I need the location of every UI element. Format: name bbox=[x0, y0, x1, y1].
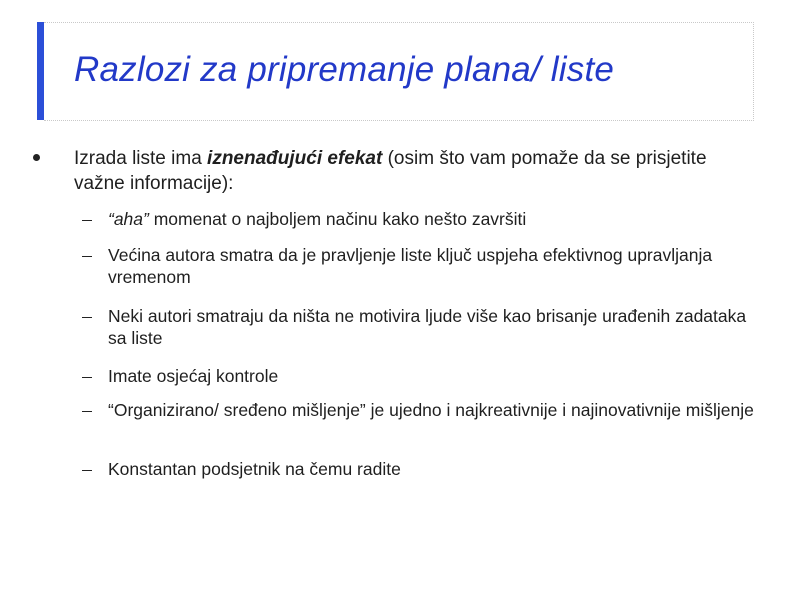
dash-icon bbox=[82, 317, 92, 318]
dash-icon bbox=[82, 256, 92, 257]
sub-point-text: momenat o najboljem načinu kako nešto završiti bbox=[148, 209, 527, 229]
main-point-before: Izrada liste ima bbox=[74, 148, 208, 169]
dash-icon bbox=[82, 470, 92, 471]
dash-icon bbox=[82, 220, 92, 221]
sub-point: Većina autora smatra da je pravljenje liste ključ uspjeha efektivnog upravljanja vremenom bbox=[108, 245, 713, 287]
dash-icon bbox=[82, 377, 92, 378]
main-point bbox=[74, 146, 754, 196]
bullet-dot-icon bbox=[33, 154, 40, 161]
sub-point: Konstantan podsjetnik na čemu radite bbox=[108, 459, 401, 479]
sub-point: Neki autori smatraju da ništa ne motivira ljude više kao brisanje urađenih zadataka sa liste bbox=[108, 306, 747, 348]
main-point-emphasis: iznenađujući efekat bbox=[207, 148, 383, 169]
sub-point: “Organizirano/ sređeno mišljenje” je ujedno i najkreativnije i najinovativnije mišljenje bbox=[108, 400, 754, 420]
main-point-after: (osim što vam pomaže da se prisjetite važne informacije): bbox=[74, 148, 707, 194]
sub-point: Imate osjećaj kontrole bbox=[108, 366, 279, 386]
sub-point bbox=[108, 208, 758, 230]
dash-icon bbox=[82, 411, 92, 412]
title-accent-bar bbox=[37, 22, 44, 120]
sub-point-italic: “aha” bbox=[108, 209, 149, 229]
slide-title: Razlozi za pripremanje plana/ liste bbox=[74, 50, 615, 89]
